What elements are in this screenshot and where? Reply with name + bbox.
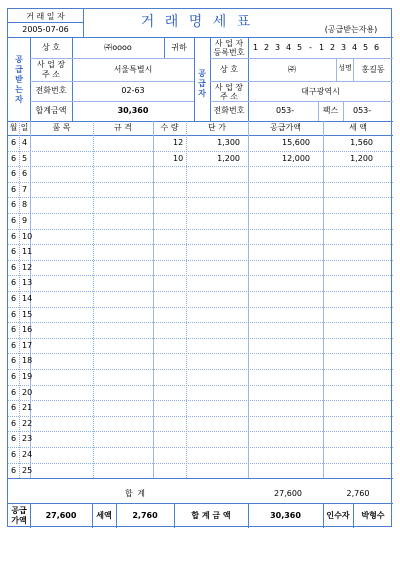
supplier-address-value: 대구광역시 xyxy=(301,87,340,96)
row-month: 6 xyxy=(10,216,17,225)
copy-note: (공급받는자용) xyxy=(324,25,378,34)
footer-top-line xyxy=(8,503,393,504)
table-row-line xyxy=(8,307,393,308)
supplier-fax-divider-2 xyxy=(343,101,344,121)
row-month: 6 xyxy=(10,153,17,163)
row-day: 21 xyxy=(22,403,33,413)
row-month: 6 xyxy=(10,278,17,288)
buyer-supplier-divider xyxy=(194,37,195,121)
col-day-header: 일 xyxy=(20,123,29,132)
supplier-company-value: ㈜ xyxy=(288,65,296,74)
reg-digit: 1 xyxy=(318,43,325,52)
row-month: 6 xyxy=(10,184,17,194)
buyer-phone-label: 전화번호 xyxy=(35,86,67,95)
table-row-line xyxy=(8,416,393,417)
footer-supply-value: 27,600 xyxy=(45,511,77,520)
row-month: 6 xyxy=(10,247,17,257)
table-row-line xyxy=(8,213,393,214)
row-amount: 15,600 xyxy=(282,138,310,147)
row-day: 5 xyxy=(22,153,28,163)
row-day: 15 xyxy=(22,309,33,319)
row-month: 6 xyxy=(10,294,17,303)
col-amount-header: 공급가액 xyxy=(270,123,301,132)
table-row-line xyxy=(8,322,393,323)
table-column-line xyxy=(186,121,187,478)
col-tax-header: 세 액 xyxy=(349,123,367,132)
row-day: 8 xyxy=(22,200,28,210)
reg-digit: 2 xyxy=(263,43,270,52)
buyer-honorific: 귀하 xyxy=(171,43,187,52)
row-qty: 12 xyxy=(173,138,184,147)
row-month: 6 xyxy=(10,200,17,210)
table-column-line xyxy=(93,121,94,478)
row-month: 6 xyxy=(10,434,17,444)
supplier-label-divider xyxy=(248,37,249,121)
footer-receiver-label: 인수자 xyxy=(326,511,350,520)
buyer-total-label: 합계금액 xyxy=(35,106,67,115)
buyer-side-label: 공급받는자 xyxy=(15,55,23,104)
row-month: 6 xyxy=(10,138,17,147)
table-row-line xyxy=(8,463,393,464)
buyer-address-value: 서울특별시 xyxy=(113,65,153,74)
row-qty: 10 xyxy=(173,153,184,163)
col-item-header: 품 목 xyxy=(52,123,71,132)
row-day: 20 xyxy=(22,387,33,397)
row-month: 6 xyxy=(10,387,17,397)
footer-supply-label-2: 가액 xyxy=(11,516,27,525)
supplier-side-label: 공급자 xyxy=(198,69,206,98)
buyer-row-line-3 xyxy=(30,101,194,102)
row-price: 1,300 xyxy=(217,138,240,147)
table-row-line xyxy=(8,166,393,167)
row-tax: 1,200 xyxy=(350,153,373,163)
date-value: 2005-07-06 xyxy=(22,25,69,34)
row-day: 14 xyxy=(22,294,33,303)
table-row-line xyxy=(8,197,393,198)
table-column-line xyxy=(153,121,154,478)
footer-tax-label: 세액 xyxy=(96,511,112,520)
col-price-header: 단 가 xyxy=(208,123,226,132)
row-month: 6 xyxy=(10,231,17,241)
table-row-line xyxy=(8,275,393,276)
reg-digit: 6 xyxy=(373,43,380,52)
document-title: 거 래 명 세 표 xyxy=(140,14,254,30)
supplier-phone-label: 전화번호 xyxy=(213,106,245,115)
row-day: 23 xyxy=(22,434,33,444)
supplier-fax-label: 팩스 xyxy=(322,106,339,115)
buyer-company-value: ㈜oooo xyxy=(104,43,132,52)
table-row-line xyxy=(8,385,393,386)
table-row-line xyxy=(8,478,393,479)
reg-digit: 2 xyxy=(329,43,336,52)
footer-total-label: 합 계 금 액 xyxy=(191,511,231,520)
row-day: 7 xyxy=(22,184,28,194)
table-row-line xyxy=(8,182,393,183)
date-divider xyxy=(8,22,83,23)
invoice-sheet xyxy=(7,8,392,527)
table-column-line xyxy=(323,121,324,478)
buyer-total-value: 30,360 xyxy=(117,106,149,115)
reg-digit: 4 xyxy=(351,43,358,52)
reg-digit: 5 xyxy=(296,43,303,52)
table-row-line xyxy=(8,353,393,354)
table-row-line xyxy=(8,369,393,370)
row-day: 16 xyxy=(22,325,33,335)
table-row-line xyxy=(8,244,393,245)
supplier-reg-number xyxy=(250,44,393,52)
supplier-address-label-2: 주 소 xyxy=(220,92,238,101)
supplier-address-label-1: 사 업 장 xyxy=(214,83,244,92)
row-day: 18 xyxy=(22,356,33,366)
supplier-name-label: 성명 xyxy=(338,64,352,72)
col-month-header: 월 xyxy=(9,123,18,132)
row-month: 6 xyxy=(10,465,17,475)
header-bottom-line xyxy=(8,37,393,38)
row-day: 25 xyxy=(22,465,33,475)
row-month: 6 xyxy=(10,372,17,381)
supplier-name-value: 홍길동 xyxy=(361,65,385,74)
row-month: 6 xyxy=(10,418,17,428)
row-month: 6 xyxy=(10,325,17,335)
table-row-line xyxy=(8,291,393,292)
row-tax: 1,560 xyxy=(350,138,373,147)
row-month: 6 xyxy=(10,450,17,459)
col-spec-header: 규 격 xyxy=(114,123,132,132)
party-bottom-line xyxy=(8,121,393,122)
sum-tax: 2,760 xyxy=(346,489,370,498)
footer-receiver-value: 박형수 xyxy=(361,511,385,520)
table-column-line xyxy=(19,121,20,478)
reg-digit: 5 xyxy=(362,43,369,52)
row-day: 10 xyxy=(22,231,33,241)
row-day: 22 xyxy=(22,418,33,428)
table-row-line xyxy=(8,229,393,230)
table-row-line xyxy=(8,338,393,339)
reg-digit: 1 xyxy=(252,43,259,52)
table-row-line xyxy=(8,431,393,432)
row-day: 9 xyxy=(22,216,28,225)
row-month: 6 xyxy=(10,340,17,350)
supplier-reg-label-1: 사 업 자 xyxy=(214,39,244,48)
table-row-line xyxy=(8,447,393,448)
table-row-line xyxy=(8,260,393,261)
supplier-row-line-3 xyxy=(210,101,393,102)
buyer-phone-value: 02-63 xyxy=(121,86,145,95)
row-month: 6 xyxy=(10,403,17,413)
date-label: 거 래 일 자 xyxy=(26,12,65,21)
row-price: 1,200 xyxy=(217,153,240,163)
table-row-line xyxy=(8,151,393,152)
supplier-row-line-2 xyxy=(210,81,393,82)
row-day: 19 xyxy=(22,372,33,381)
footer-tax-value: 2,760 xyxy=(132,511,158,520)
row-month: 6 xyxy=(10,262,17,272)
table-column-line xyxy=(248,121,249,478)
sum-amount: 27,600 xyxy=(274,489,302,498)
table-header-line xyxy=(8,135,393,136)
reg-digit: 3 xyxy=(274,43,281,52)
supplier-company-label: 상 호 xyxy=(220,65,238,74)
table-row-line xyxy=(8,400,393,401)
footer-supply-label-1: 공급 xyxy=(11,506,27,515)
buyer-company-label: 상 호 xyxy=(42,43,60,52)
sum-label: 합 계 xyxy=(125,489,146,498)
row-day: 24 xyxy=(22,450,33,459)
reg-digit: - xyxy=(309,43,312,52)
buyer-row-line-1 xyxy=(30,58,194,59)
row-month: 6 xyxy=(10,169,17,179)
row-day: 6 xyxy=(22,169,28,179)
row-day: 4 xyxy=(22,138,28,147)
reg-digit: 4 xyxy=(285,43,292,52)
reg-digit: 3 xyxy=(340,43,347,52)
row-day: 12 xyxy=(22,262,33,272)
col-qty-header: 수 량 xyxy=(160,123,179,132)
buyer-row-line-2 xyxy=(30,81,194,82)
row-month: 6 xyxy=(10,309,17,319)
buyer-address-label-2: 주 소 xyxy=(42,70,60,79)
row-day: 11 xyxy=(22,247,33,257)
header-divider xyxy=(83,9,84,37)
row-month: 6 xyxy=(10,356,17,366)
supplier-reg-label-2: 등록번호 xyxy=(213,48,245,57)
supplier-row-line-1 xyxy=(210,58,393,59)
supplier-fax-value: 053- xyxy=(353,106,372,115)
row-amount: 12,000 xyxy=(282,153,310,163)
buyer-address-label-1: 사 업 장 xyxy=(36,60,66,69)
footer-total-value: 30,360 xyxy=(270,511,301,520)
row-day: 13 xyxy=(22,278,33,288)
supplier-phone-value: 053- xyxy=(276,106,295,115)
row-day: 17 xyxy=(22,340,33,350)
